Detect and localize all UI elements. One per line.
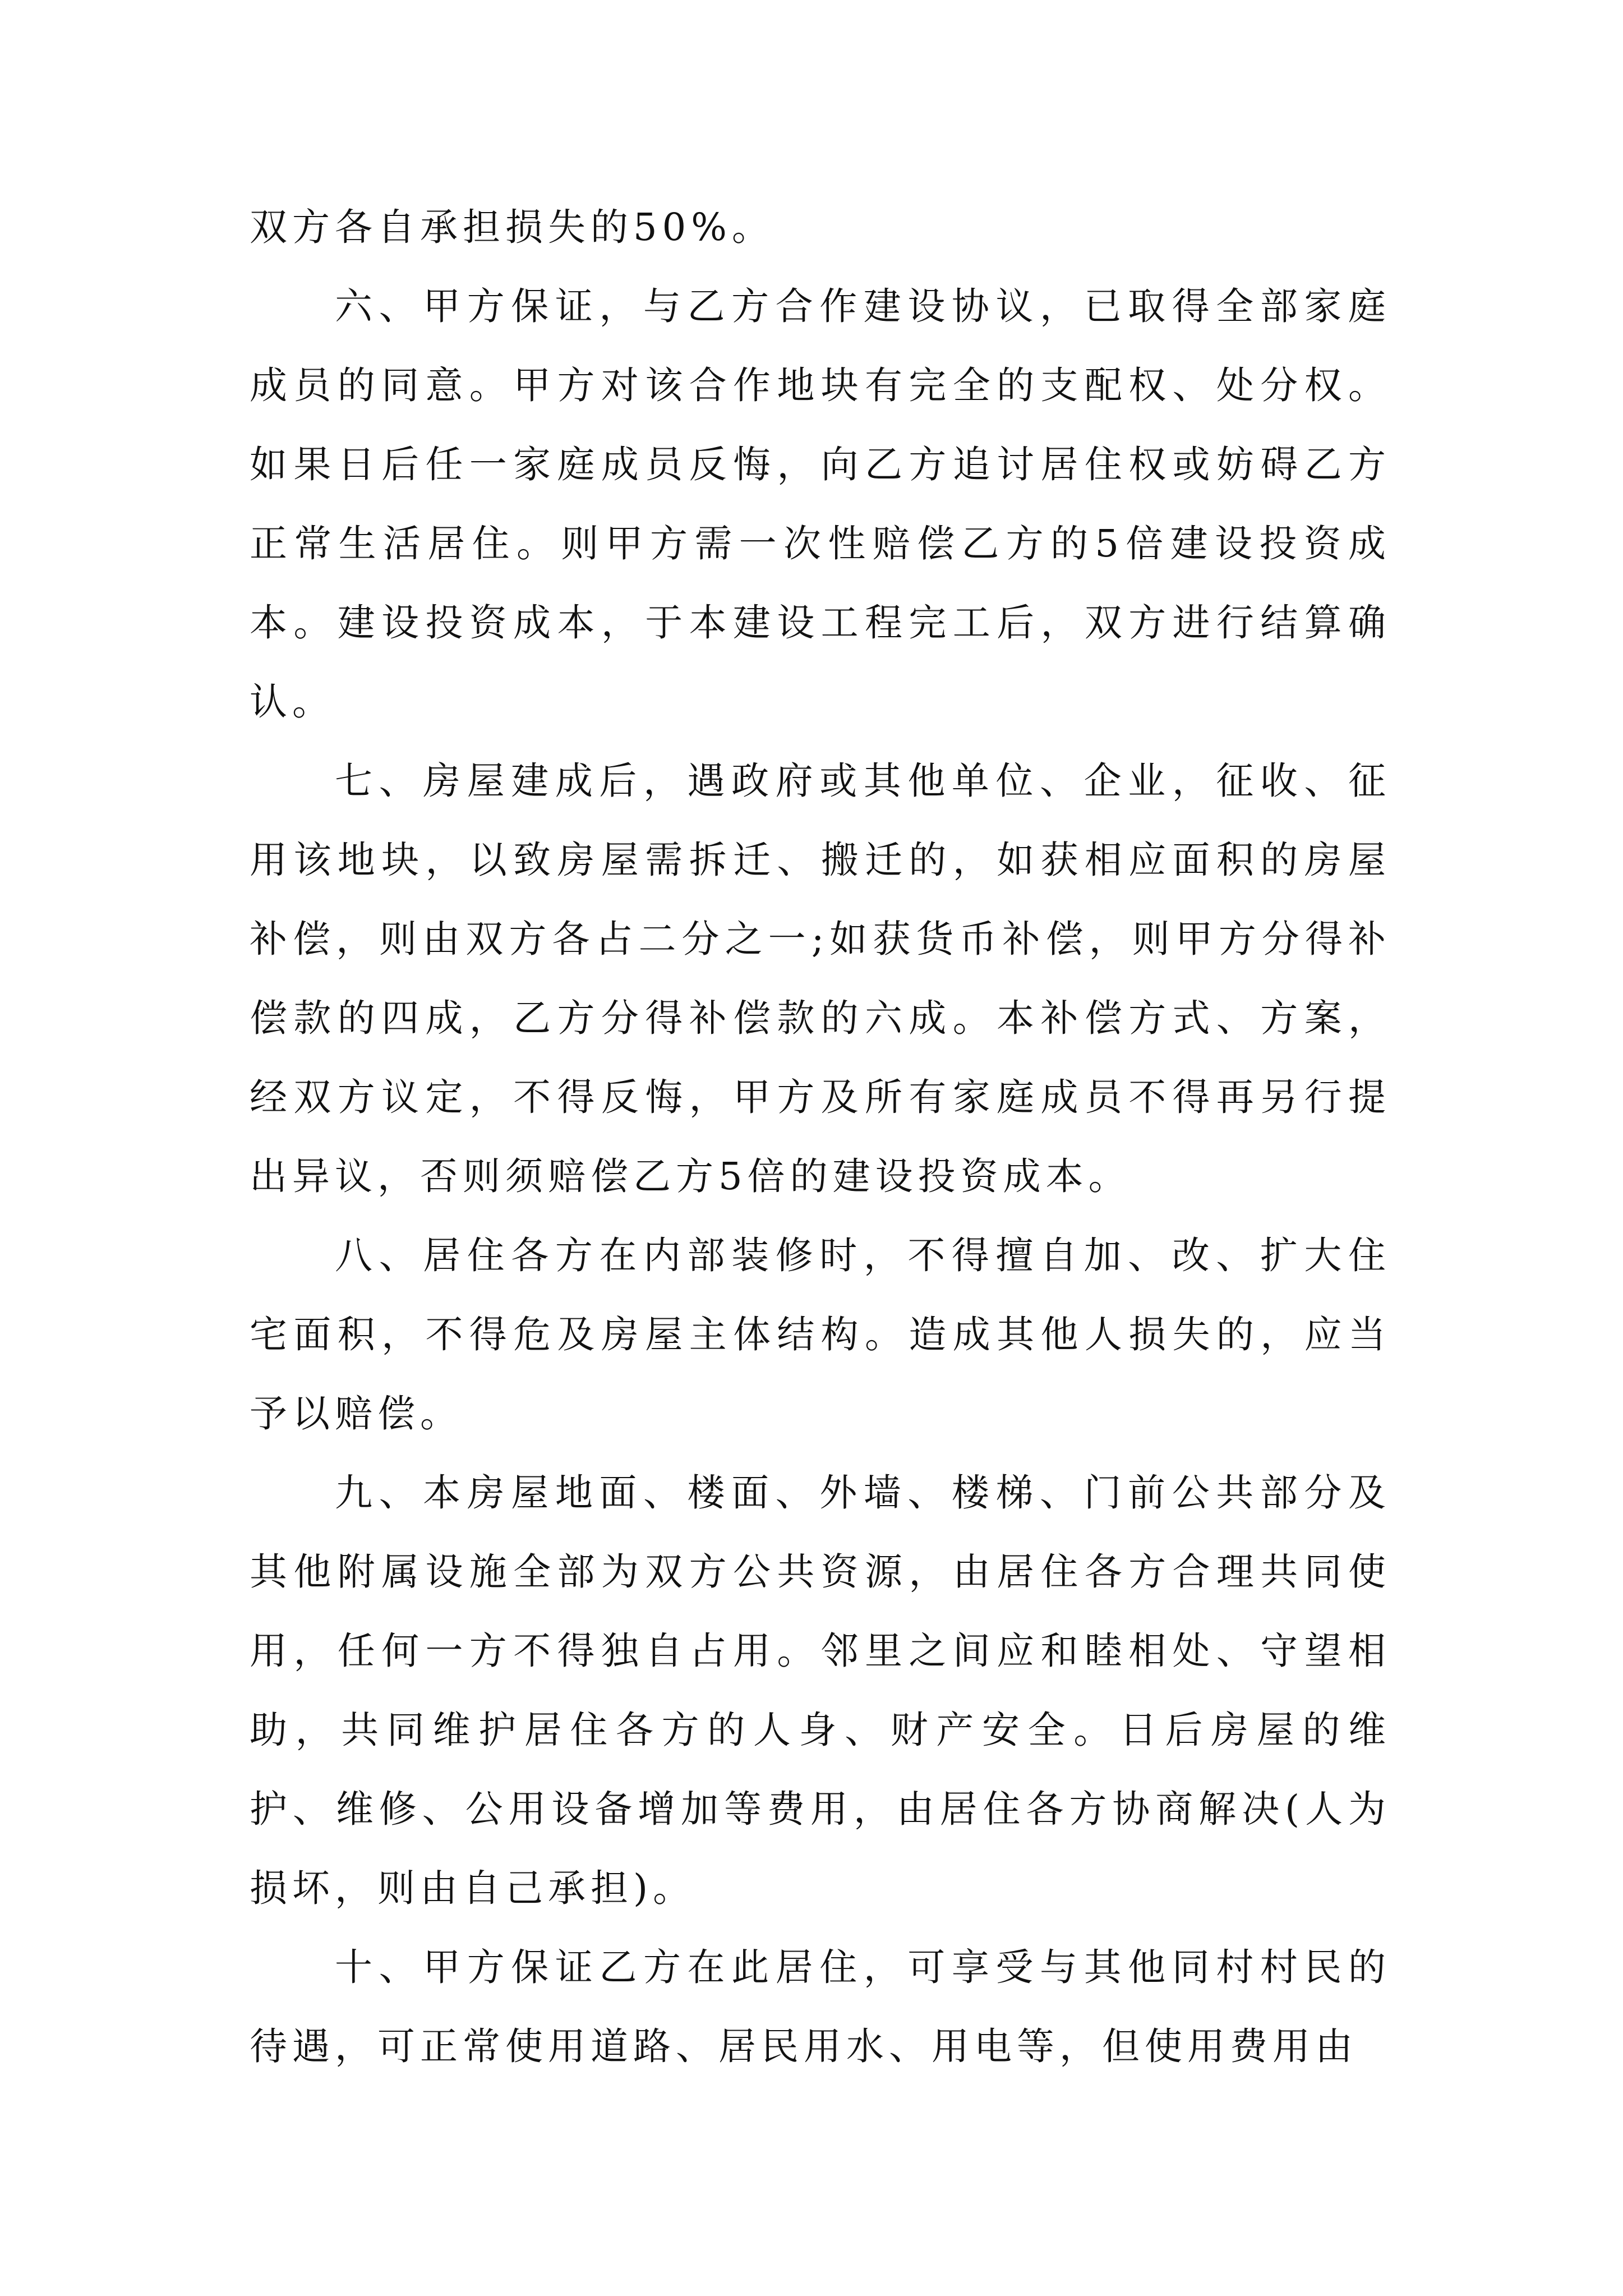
document-body [250,188,1391,2086]
paragraph-clause-7: 七、房屋建成后，遇政府或其他单位、企业，征收、征用该地块，以致房屋需拆迁、搬迁的，如获相应面积的房屋补偿，则由双方各占二分之一;如获货币补偿，则甲方分得补偿款的四成，乙方分得补偿款的六成。本补偿方式、方案，经双方议定，不得反悔，甲方及所有家庭成员不得再另行提出异议，否则须赔偿乙方5倍的建设投资成本。 [250,759,1391,1198]
paragraph-continuation: 双方各自承担损失的50%。 [250,205,774,249]
paragraph-clause-9: 九、本房屋地面、楼面、外墙、楼梯、门前公共部分及其他附属设施全部为双方公共资源，由居住各方合理共同使用，任何一方不得独自占用。邻里之间应和睦相处、守望相助，共同维护居住各方的人身、财产安全。日后房屋的维护、维修、公用设备增加等费用，由居住各方协商解决(人为损坏，则由自己承担)。 [250,1471,1391,1910]
paragraph-clause-6: 六、甲方保证，与乙方合作建设协议，已取得全部家庭成员的同意。甲方对该合作地块有完全的支配权、处分权。如果日后任一家庭成员反悔，向乙方追讨居住权或妨碍乙方正常生活居住。则甲方需一次性赔偿乙方的5倍建设投资成本。建设投资成本，于本建设工程完工后，双方进行结算确认。 [250,284,1391,724]
paragraph-clause-10: 十、甲方保证乙方在此居住，可享受与其他同村村民的待遇，可正常使用道路、居民用水、用电等，但使用费用由 [250,1945,1391,2068]
paragraph-clause-8: 八、居住各方在内部装修时，不得擅自加、改、扩大住宅面积，不得危及房屋主体结构。造成其他人损失的，应当予以赔偿。 [250,1234,1391,1435]
